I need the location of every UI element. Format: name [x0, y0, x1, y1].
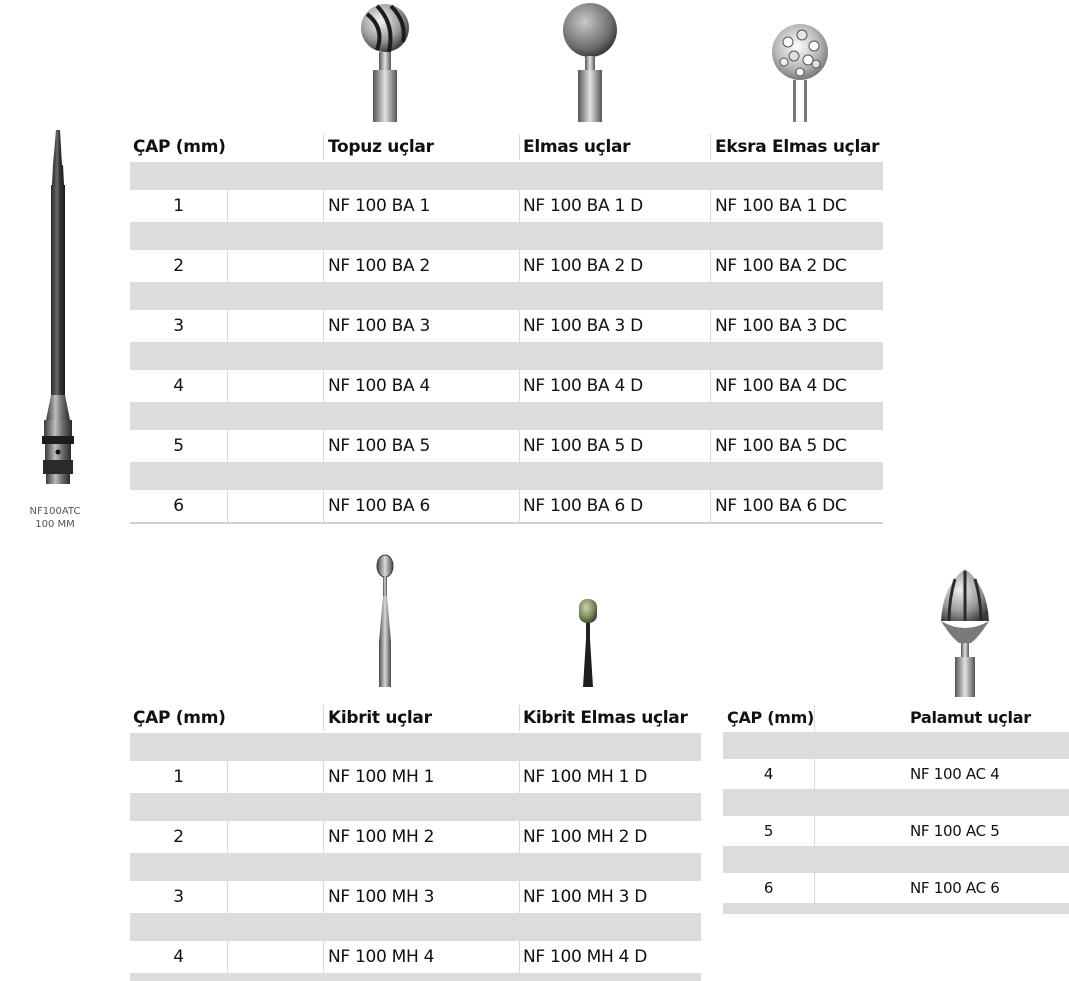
- table-palamut: [723, 705, 1069, 917]
- cell-product-code: NF 100 BA 2 D: [523, 256, 643, 276]
- cell-product-code: NF 100 MH 4 D: [523, 947, 648, 967]
- cell-diameter: 5: [763, 822, 774, 840]
- header-cap: ÇAP (mm): [727, 708, 814, 727]
- row-separator-band: [130, 853, 701, 881]
- handpiece-model: NF100ATC: [29, 506, 81, 517]
- cell-product-code: NF 100 MH 1 D: [523, 767, 648, 787]
- cell-product-code: NF 100 MH 2 D: [523, 827, 648, 847]
- handpiece-image: [30, 125, 90, 500]
- cell-diameter: 2: [173, 827, 184, 847]
- cell-diameter: 6: [763, 879, 774, 897]
- cell-product-code: NF 100 MH 2: [328, 827, 435, 847]
- row-separator-band: [130, 162, 883, 190]
- header-palamut: Palamut uçlar: [910, 708, 1031, 727]
- cell-product-code: NF 100 BA 3: [328, 316, 430, 336]
- cell-diameter: 1: [173, 767, 184, 787]
- cell-product-code: NF 100 AC 6: [910, 879, 1000, 897]
- header-elmas: Elmas uçlar: [523, 137, 631, 157]
- cell-product-code: NF 100 BA 4 DC: [715, 376, 847, 396]
- table-row: [130, 821, 701, 853]
- row-separator-band: [130, 733, 701, 761]
- extra-diamond-burr-icon: [770, 20, 830, 122]
- round-fluted-burr-icon: [355, 0, 415, 122]
- table-row: [130, 941, 701, 973]
- match-diamond-burr-icon: [573, 597, 603, 687]
- cell-product-code: NF 100 MH 1: [328, 767, 435, 787]
- table-row: [723, 873, 1069, 903]
- acorn-burr-icon: [935, 565, 995, 697]
- table-row: [723, 759, 1069, 789]
- row-separator-band: [130, 462, 883, 490]
- cell-diameter: 6: [173, 496, 184, 516]
- table-bottom-border: [130, 522, 883, 524]
- row-separator-band: [130, 793, 701, 821]
- cell-product-code: NF 100 BA 1 DC: [715, 196, 847, 216]
- row-separator-band: [130, 913, 701, 941]
- header-topuz: Topuz uçlar: [328, 137, 434, 157]
- cell-diameter: 3: [173, 887, 184, 907]
- table-row: [130, 490, 883, 522]
- table-header: [130, 705, 701, 731]
- table-row: [130, 370, 883, 402]
- cell-product-code: NF 100 BA 3 DC: [715, 316, 847, 336]
- cell-diameter: 4: [173, 376, 184, 396]
- cell-diameter: 5: [173, 436, 184, 456]
- cell-product-code: NF 100 MH 4: [328, 947, 435, 967]
- table-row: [130, 881, 701, 913]
- table-row: [130, 250, 883, 282]
- match-burr-icon: [370, 552, 400, 687]
- cell-diameter: 3: [173, 316, 184, 336]
- cell-product-code: NF 100 BA 5 DC: [715, 436, 847, 456]
- cell-product-code: NF 100 BA 1 D: [523, 196, 643, 216]
- header-kibrit: Kibrit uçlar: [328, 708, 432, 728]
- cell-diameter: 4: [173, 947, 184, 967]
- cell-diameter: 4: [763, 765, 774, 783]
- cell-product-code: NF 100 MH 3: [328, 887, 435, 907]
- table-topuz: [130, 134, 883, 524]
- cell-product-code: NF 100 BA 2 DC: [715, 256, 847, 276]
- cell-product-code: NF 100 BA 4: [328, 376, 430, 396]
- table-row: [130, 190, 883, 222]
- cell-diameter: 1: [173, 196, 184, 216]
- row-separator-band: [723, 789, 1069, 816]
- cell-product-code: NF 100 AC 5: [910, 822, 1000, 840]
- cell-product-code: NF 100 BA 3 D: [523, 316, 643, 336]
- table-row: [130, 761, 701, 793]
- cell-product-code: NF 100 BA 6 D: [523, 496, 643, 516]
- row-separator-band: [723, 903, 1069, 914]
- table-row: [130, 430, 883, 462]
- header-cap: ÇAP (mm): [133, 137, 226, 157]
- cell-product-code: NF 100 AC 4: [910, 765, 1000, 783]
- header-cap: ÇAP (mm): [133, 708, 226, 728]
- row-separator-band: [130, 402, 883, 430]
- row-separator-band: [723, 732, 1069, 759]
- cell-product-code: NF 100 BA 6 DC: [715, 496, 847, 516]
- handpiece-length: 100 MM: [35, 519, 75, 530]
- header-ekstra: Eksra Elmas uçlar: [715, 137, 880, 157]
- cell-product-code: NF 100 BA 5: [328, 436, 430, 456]
- table-kibrit: [130, 705, 701, 977]
- table-row: [723, 816, 1069, 846]
- cell-product-code: NF 100 BA 5 D: [523, 436, 643, 456]
- cell-product-code: NF 100 MH 3 D: [523, 887, 648, 907]
- row-separator-band: [130, 282, 883, 310]
- row-separator-band: [130, 973, 701, 981]
- row-separator-band: [130, 222, 883, 250]
- table-header: [130, 134, 883, 160]
- cell-product-code: NF 100 BA 6: [328, 496, 430, 516]
- header-kibrit-elmas: Kibrit Elmas uçlar: [523, 708, 688, 728]
- table-row: [130, 310, 883, 342]
- round-diamond-burr-icon: [560, 0, 620, 122]
- cell-product-code: NF 100 BA 1: [328, 196, 430, 216]
- table-header: [723, 705, 1069, 731]
- cell-diameter: 2: [173, 256, 184, 276]
- cell-product-code: NF 100 BA 2: [328, 256, 430, 276]
- row-separator-band: [723, 846, 1069, 873]
- cell-product-code: NF 100 BA 4 D: [523, 376, 643, 396]
- row-separator-band: [130, 342, 883, 370]
